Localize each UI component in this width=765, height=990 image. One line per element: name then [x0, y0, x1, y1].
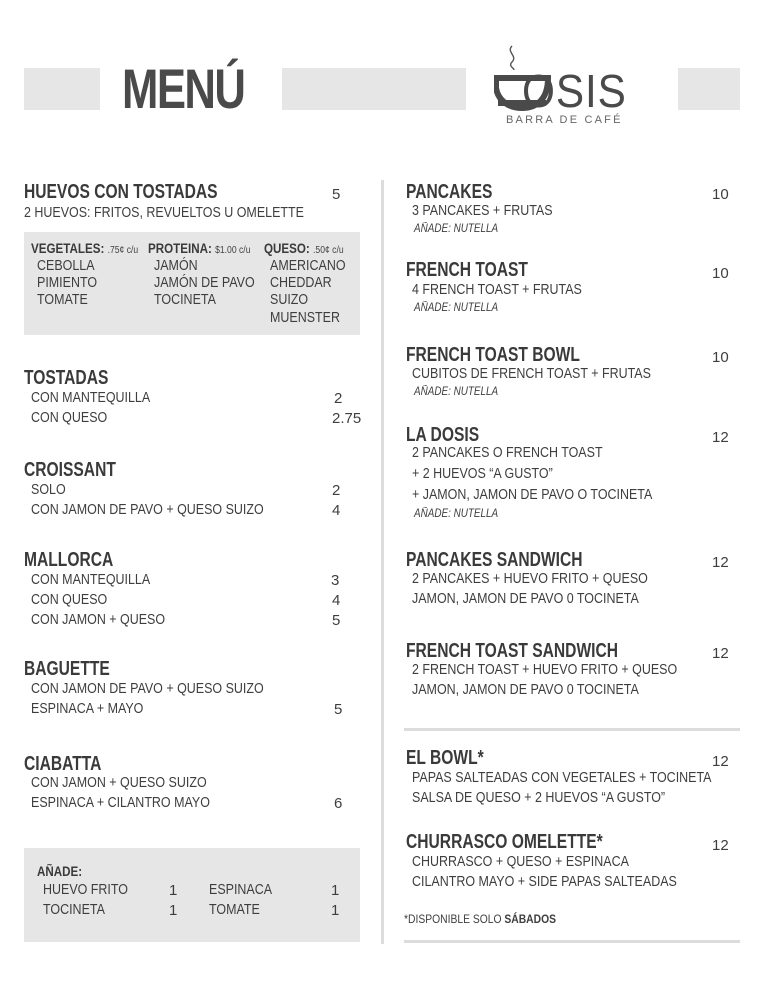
- huevos-title: HUEVOS CON TOSTADAS: [24, 181, 218, 203]
- mallorca-item: CON QUESO: [31, 592, 108, 608]
- french-toast-bowl-note: AÑADE: NUTELLA: [414, 386, 499, 398]
- vegetales-item: PIMIENTO: [37, 275, 98, 291]
- anade-price: 1: [169, 882, 178, 899]
- queso-item: MUENSTER: [270, 310, 340, 326]
- el-bowl-line: SALSA DE QUESO + 2 HUEVOS “A GUSTO”: [412, 790, 666, 806]
- croissant-price: 4: [332, 502, 341, 519]
- baguette-title: BAGUETTE: [24, 658, 110, 680]
- vegetales-label: VEGETALES: .75¢ c/u: [31, 241, 139, 256]
- ciabatta-line: CON JAMON + QUESO SUIZO: [31, 775, 207, 791]
- anade-price: 1: [331, 882, 340, 899]
- anade-item: HUEVO FRITO: [43, 882, 128, 898]
- anade-item: ESPINACA: [209, 882, 273, 898]
- el-bowl-title: EL BOWL*: [406, 747, 484, 769]
- vegetales-item: TOMATE: [37, 292, 88, 308]
- pancakes-sandwich-line: JAMON, JAMON DE PAVO 0 TOCINETA: [412, 591, 639, 607]
- french-toast-sandwich-title: FRENCH TOAST SANDWICH: [406, 640, 619, 662]
- pancakes-sandwich-price: 12: [712, 554, 729, 571]
- churrasco-price: 12: [712, 837, 729, 854]
- french-toast-price: 10: [712, 265, 729, 282]
- right-bottom-divider: [404, 940, 740, 943]
- pancakes-price: 10: [712, 186, 729, 203]
- churrasco-line: CHURRASCO + QUESO + ESPINACA: [412, 854, 629, 870]
- french-toast-note: AÑADE: NUTELLA: [414, 302, 499, 314]
- tostadas-item: CON QUESO: [31, 410, 108, 426]
- el-bowl-line: PAPAS SALTEADAS CON VEGETALES + TOCINETA: [412, 770, 712, 786]
- baguette-line: CON JAMON DE PAVO + QUESO SUIZO: [31, 681, 264, 697]
- ciabatta-line: ESPINACA + CILANTRO MAYO: [31, 795, 210, 811]
- anade-title: AÑADE:: [37, 864, 83, 879]
- french-toast-sandwich-price: 12: [712, 645, 729, 662]
- mallorca-price: 4: [332, 592, 341, 609]
- availability-footnote: *DISPONIBLE SOLO SÁBADOS: [404, 912, 556, 926]
- la-dosis-line: 2 PANCAKES O FRENCH TOAST: [412, 445, 603, 461]
- el-bowl-price: 12: [712, 753, 729, 770]
- pancakes-title: PANCAKES: [406, 181, 493, 203]
- pancakes-note: AÑADE: NUTELLA: [414, 223, 499, 235]
- french-toast-bowl-price: 10: [712, 349, 729, 366]
- header-bar-right: [678, 68, 740, 110]
- baguette-price: 5: [334, 701, 343, 718]
- queso-item: CHEDDAR: [270, 275, 332, 291]
- proteina-label: PROTEINA: $1.00 c/u: [148, 241, 251, 256]
- tostadas-price: 2: [334, 390, 343, 407]
- mallorca-price: 5: [332, 612, 341, 629]
- french-toast-sandwich-line: JAMON, JAMON DE PAVO 0 TOCINETA: [412, 682, 639, 698]
- mallorca-item: CON JAMON + QUESO: [31, 612, 166, 628]
- mallorca-price: 3: [331, 572, 340, 589]
- pancakes-desc: 3 PANCAKES + FRUTAS: [412, 203, 553, 219]
- anade-item: TOCINETA: [43, 902, 105, 918]
- logo-subtitle: BARRA DE CAFÉ: [506, 114, 623, 126]
- pancakes-sandwich-title: PANCAKES SANDWICH: [406, 549, 583, 571]
- anade-price: 1: [331, 902, 340, 919]
- french-toast-sandwich-line: 2 FRENCH TOAST + HUEVO FRITO + QUESO: [412, 662, 678, 678]
- page-title: MENÚ: [122, 57, 245, 120]
- header-bar-left: [24, 68, 100, 110]
- tostadas-title: TOSTADAS: [24, 367, 109, 389]
- croissant-title: CROISSANT: [24, 459, 116, 481]
- mallorca-item: CON MANTEQUILLA: [31, 572, 151, 588]
- french-toast-bowl-title: FRENCH TOAST BOWL: [406, 344, 580, 366]
- anade-item: TOMATE: [209, 902, 260, 918]
- la-dosis-note: AÑADE: NUTELLA: [414, 508, 499, 520]
- french-toast-desc: 4 FRENCH TOAST + FRUTAS: [412, 282, 582, 298]
- proteina-item: JAMÓN DE PAVO: [154, 275, 255, 291]
- la-dosis-title: LA DOSIS: [406, 424, 480, 446]
- huevos-desc: 2 HUEVOS: FRITOS, REVUELTOS U OMELETTE: [24, 205, 304, 221]
- churrasco-title: CHURRASCO OMELETTE*: [406, 831, 603, 853]
- ciabatta-price: 6: [334, 795, 343, 812]
- right-section-divider: [404, 728, 740, 731]
- croissant-item: CON JAMON DE PAVO + QUESO SUIZO: [31, 502, 264, 518]
- pancakes-sandwich-line: 2 PANCAKES + HUEVO FRITO + QUESO: [412, 571, 648, 587]
- queso-item: AMERICANO: [270, 258, 346, 274]
- ciabatta-title: CIABATTA: [24, 753, 102, 775]
- column-divider: [381, 180, 384, 944]
- anade-price: 1: [169, 902, 178, 919]
- queso-label: QUESO: .50¢ c/u: [264, 241, 344, 256]
- mallorca-title: MALLORCA: [24, 549, 114, 571]
- tostadas-price: 2.75: [332, 410, 362, 427]
- churrasco-line: CILANTRO MAYO + SIDE PAPAS SALTEADAS: [412, 874, 677, 890]
- huevos-price: 5: [332, 186, 341, 203]
- logo-wordmark: OSIS: [522, 65, 627, 117]
- queso-item: SUIZO: [270, 292, 309, 308]
- baguette-line: ESPINACA + MAYO: [31, 701, 144, 717]
- la-dosis-price: 12: [712, 429, 729, 446]
- la-dosis-line: + 2 HUEVOS “A GUSTO”: [412, 466, 553, 482]
- vegetales-item: CEBOLLA: [37, 258, 95, 274]
- french-toast-title: FRENCH TOAST: [406, 259, 528, 281]
- croissant-price: 2: [332, 482, 341, 499]
- tostadas-item: CON MANTEQUILLA: [31, 390, 151, 406]
- proteina-item: JAMÓN: [154, 258, 198, 274]
- la-dosis-line: + JAMON, JAMON DE PAVO O TOCINETA: [412, 487, 653, 503]
- french-toast-bowl-desc: CUBITOS DE FRENCH TOAST + FRUTAS: [412, 366, 651, 382]
- proteina-item: TOCINETA: [154, 292, 216, 308]
- header-bar-middle: [282, 68, 466, 110]
- croissant-item: SOLO: [31, 482, 66, 498]
